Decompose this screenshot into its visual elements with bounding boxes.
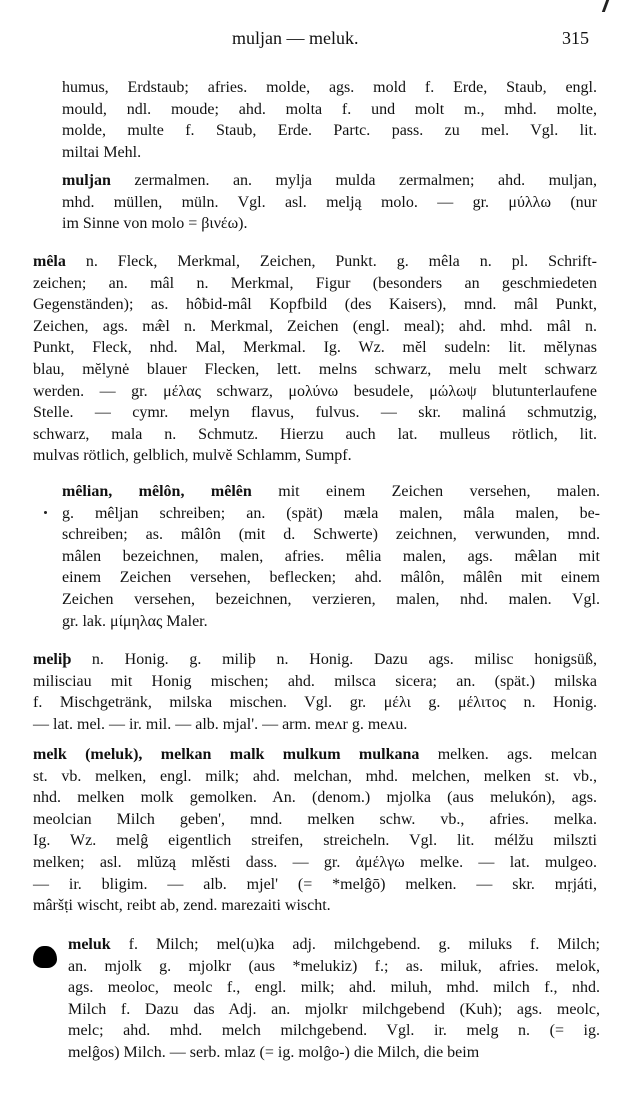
line-text: mâlen bezeichnen, malen, afries. mêlia malen, ags. mæ̂lan mit (62, 547, 600, 565)
line-text: st. vb. melken, engl. milk; ahd. melchan, mhd. melchen, melken st. vb., (33, 767, 597, 785)
text-line (33, 809, 597, 831)
headword: meluk (68, 936, 111, 953)
text-line (62, 524, 600, 546)
line-text: f. Milch; mel(u)ka adj. milchgebend. g. miluks f. Milch; (110, 936, 600, 953)
line-text: mit einem Zeichen versehen, malen. (251, 483, 601, 500)
text-line (33, 671, 597, 693)
line-text: miltai Mehl. (62, 143, 142, 161)
text-line (33, 787, 597, 809)
line-text: ags. meoloc, meolc f., engl. milk; ahd. miluh, mhd. milch f., nhd. (68, 979, 600, 997)
text-line (33, 714, 597, 736)
text-line (33, 874, 597, 896)
entry-muljan (62, 170, 597, 235)
text-line (68, 1020, 600, 1042)
text-line (62, 611, 600, 633)
text-line (33, 445, 597, 467)
line-text: gr. lak. μίμηλας Maler. (62, 612, 208, 630)
text-line (62, 192, 597, 214)
text-line (62, 481, 600, 503)
text-line (62, 567, 600, 589)
text-line (33, 895, 597, 917)
entry-meluk (68, 934, 600, 1064)
text-line (62, 120, 597, 142)
text-line (68, 934, 600, 956)
text-line (33, 649, 597, 671)
text-line (33, 830, 597, 852)
headword: mêla (33, 253, 66, 270)
text-line (62, 77, 597, 99)
line-text: zeichen; an. mâl n. Merkmal, Figur (besonders an geschmiedeten (33, 274, 597, 292)
line-text: Stelle. — cymr. melyn flavus, fulvus. — skr. maliná schmutzig, (33, 404, 597, 422)
running-title: muljan — meluk. (232, 28, 359, 48)
text-line (33, 359, 597, 381)
line-text: Zeichen versehen, bezeichnen, verzieren, malen, nhd. malen. Vgl. (62, 590, 600, 608)
text-line (33, 273, 597, 295)
text-line (62, 589, 600, 611)
line-text: melken. ags. melcan (419, 746, 597, 763)
text-line (33, 251, 597, 273)
line-text: zermalmen. an. mylja mulda zermalmen; ahd. muljan, (110, 172, 597, 189)
line-text: mulvas rötlich, gelblich, mulvĕ Schlamm, Sumpf. (33, 447, 352, 465)
line-text: Ig. Wz. melĝ eigentlich streifen, streicheln. Vgl. lit. mélžu milszti (33, 832, 597, 850)
text-line (33, 744, 597, 766)
line-text: Gegenständen); as. hôƀid-mâl Kopfbild (des Kaisers), mnd. mâl Punkt, (33, 296, 597, 314)
text-line (62, 503, 600, 525)
line-text: melc; ahd. mhd. melch milchgebend. Vgl. ir. melg n. (= ig. (68, 1022, 600, 1040)
ink-blot-mark (33, 946, 57, 968)
line-text: mould, ndl. moude; ahd. molta f. und molt m., mhd. molte, (62, 100, 597, 118)
line-text: milisciau mit Honig mischen; ahd. milsca sicera; an. (spät.) milska (33, 672, 597, 690)
headword: muljan (62, 172, 111, 189)
line-text: — lat. mel. — ir. mil. — alb. mjal'. — arm. meʌr g. meʌu. (33, 715, 408, 733)
line-text: humus, Erdstaub; afries. molde, ags. mold f. Erde, Staub, engl. (62, 79, 597, 96)
text-line (33, 692, 597, 714)
text-line (33, 852, 597, 874)
entry-melian (62, 481, 600, 632)
text-line (33, 294, 597, 316)
text-line (33, 424, 597, 446)
line-text: werden. — gr. μέλας schwarz, μολύνω besudele, μώλωψ blutunterlaufene (33, 382, 597, 400)
text-line (33, 337, 597, 359)
headword: melk (meluk), melkan malk mulkum mulkana (33, 746, 420, 763)
line-text: einem Zeichen versehen, beflecken; ahd. mâlôn, mâlên mit einem (62, 569, 600, 587)
text-line (62, 170, 597, 192)
line-text: Punkt, Fleck, nhd. Mal, Merkmal. Ig. Wz. mĕl sudeln: lit. mĕlynas (33, 339, 597, 357)
line-text: melken; asl. mlŭzą mlěsti dass. — gr. ἀμέλγω melke. — lat. mulgeo. (33, 853, 597, 871)
text-line (33, 766, 597, 788)
line-text: n. Honig. g. miliþ n. Honig. Dazu ags. milisc honigsüß, (71, 651, 597, 668)
text-line (68, 977, 600, 999)
margin-dot-mark (44, 511, 47, 514)
line-text: f. Mischgetränk, milska mischen. Vgl. gr. μέλι g. μέλιτος n. Honig. (33, 694, 597, 712)
line-text: n. Fleck, Merkmal, Zeichen, Punkt. g. mêla n. pl. Schrift- (65, 253, 597, 270)
line-text: Zeichen, ags. mæ̂l n. Merkmal, Zeichen (engl. meal); ahd. mhd. mâl n. (33, 317, 597, 335)
entry-mela (33, 251, 597, 467)
line-text: meolcian Milch geben', mnd. melken schw. vb., afries. melka. (33, 810, 597, 828)
text-line (33, 402, 597, 424)
text-line (68, 956, 600, 978)
text-line (33, 316, 597, 338)
margin-pen-mark (602, 0, 609, 12)
line-text: molde, multe f. Staub, Erde. Partc. pass. zu mel. Vgl. lit. (62, 122, 597, 140)
line-text: schreiben; as. mâlôn (mit d. Schwerte) zeichnen, verwunden, mnd. (62, 526, 600, 544)
headword: mêlian, mêlôn, mêlên (62, 483, 252, 500)
line-text: Milch f. Dazu das Adj. an. mjolkr milchgebend (Kuh); ags. meolc, (68, 1000, 600, 1018)
line-text: nhd. melken molk gemolken. An. (denom.) mjolka (aus melukón), ags. (33, 789, 597, 807)
line-text: g. mêljan schreiben; an. (spät) mæla malen, mâla malen, be- (62, 504, 600, 522)
entry-melith (33, 649, 597, 735)
line-text: mâršṭi wischt, reibt ab, zend. marezaiti wischt. (33, 897, 331, 915)
line-text: blau, mĕlynė blauer Flecken, lett. melns schwarz, melu melt schwarz (33, 360, 597, 378)
text-line (62, 142, 597, 164)
line-text: schwarz, mala n. Schmutz. Hierzu auch lat. mulleus rötlich, lit. (33, 425, 597, 443)
page-number: 315 (562, 28, 589, 48)
line-text: im Sinne von molo = βινέω). (62, 215, 248, 233)
text-line (68, 1042, 600, 1064)
text-line (62, 99, 597, 121)
headword: meliþ (33, 651, 72, 668)
entry-continuation (62, 77, 597, 163)
text-line (68, 999, 600, 1021)
text-line (62, 546, 600, 568)
entry-melk (33, 744, 597, 917)
line-text: an. mjolk g. mjolkr (aus *melukiz) f.; as. miluk, afries. melok, (68, 957, 600, 975)
line-text: melĝos) Milch. — serb. mlaz (= ig. molĝo-) die Milch, die beim (68, 1043, 480, 1061)
text-line (62, 213, 597, 235)
line-text: — ir. bligim. — alb. mjel' (= *melĝō) melken. — skr. mṛjáti, (33, 875, 597, 893)
text-line (33, 381, 597, 403)
line-text: mhd. müllen, müln. Vgl. asl. melją molo. — gr. μύλλω (nur (62, 193, 597, 211)
